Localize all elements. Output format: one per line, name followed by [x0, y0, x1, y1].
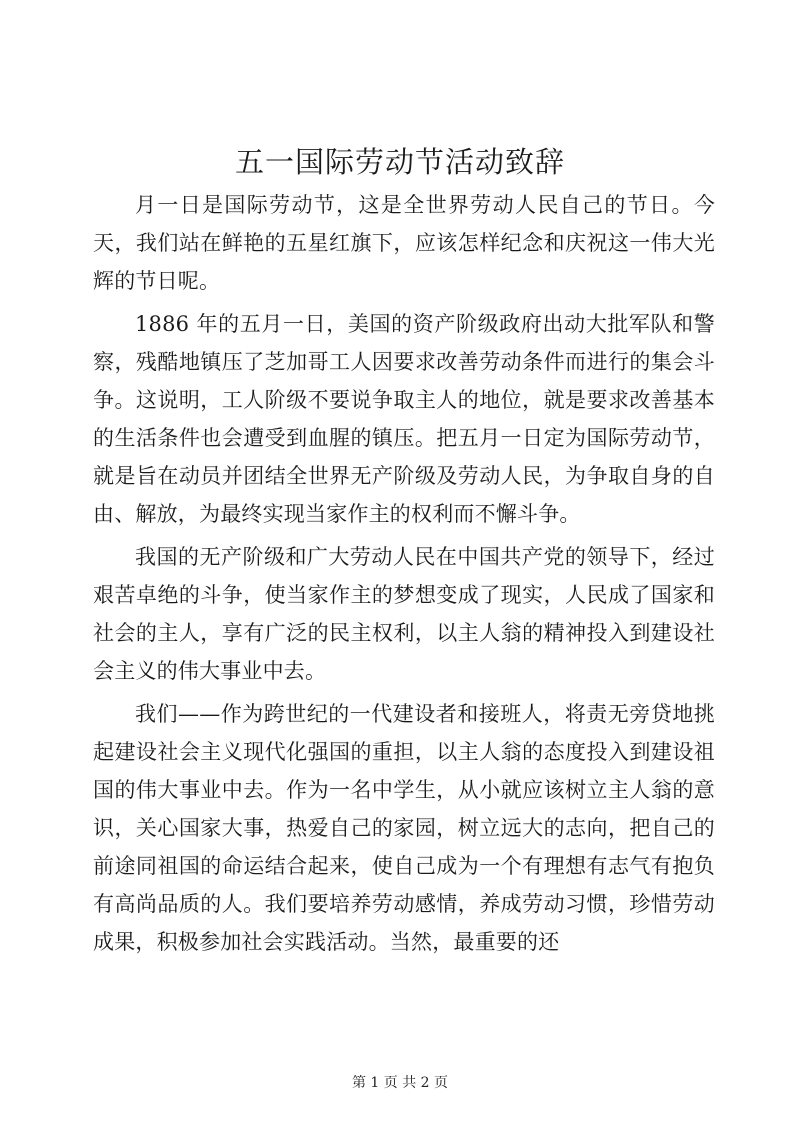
- page-title: 五一国际劳动节活动致辞: [234, 145, 565, 179]
- page-footer: 第 1 页 共 2 页: [351, 1075, 449, 1091]
- document-body: [93, 186, 715, 966]
- paragraph-2: 1886 年的五月一日，美国的资产阶级政府出动大批军队和警察，残酷地镇压了芝加哥工人因要求改善劳动条件而进行的集会斗争。这说明，工人阶级不要说争取主人的地位，就是要求改善基本的生活条件也会遭受到血腥的镇压。把五月一日定为国际劳动节，就是旨在动员并团结全世界无产阶级及劳动人民，为争取自身的自由、解放，为最终实现当家作主的权利而不懈斗争。: [93, 312, 715, 526]
- paragraph-1: 月一日是国际劳动节，这是全世界劳动人民自己的节日。今天，我们站在鲜艳的五星红旗下，应该怎样纪念和庆祝这一伟大光辉的节日呢。: [93, 193, 715, 293]
- paragraph-4: 我们——作为跨世纪的一代建设者和接班人，将责无旁贷地挑起建设社会主义现代化强国的重担，以主人翁的态度投入到建设祖国的伟大事业中去。作为一名中学生，从小就应该树立主人翁的意识，关心国家大事，热爱自己的家园，树立远大的志向，把自己的前途同祖国的命运结合起来，使自己成为一个有理想有志气有抱负有高尚品质的人。我们要培养劳动感情，养成劳动习惯，珍惜劳动成果，积极参加社会实践活动。当然，最重要的还: [93, 702, 715, 954]
- paragraph-3: 我国的无产阶级和广大劳动人民在中国共产党的领导下，经过艰苦卓绝的斗争，使当家作主的梦想变成了现实，人民成了国家和社会的主人，享有广泛的民主权利，以主人翁的精神投入到建设社会主义的伟大事业中去。: [93, 545, 715, 683]
